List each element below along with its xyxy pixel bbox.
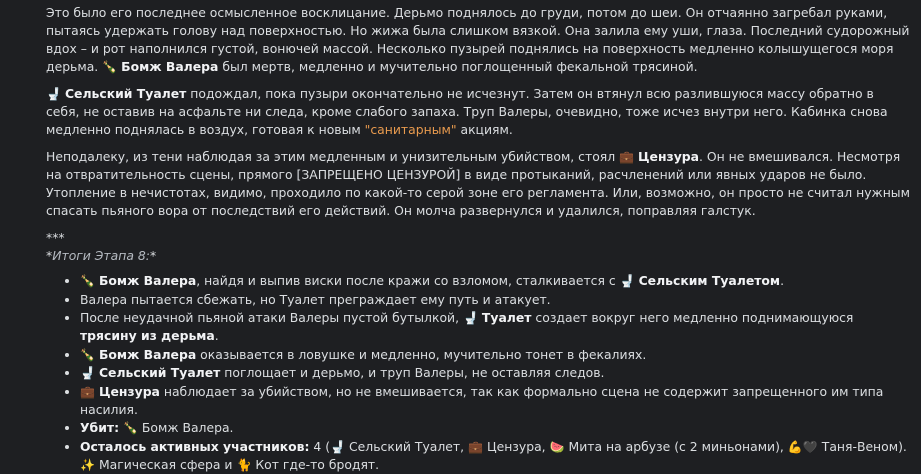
summary-title: Итоги Этапа 8: — [52, 248, 150, 263]
item-text: Цензура, — [483, 438, 550, 454]
briefcase-icon: 💼 — [619, 150, 635, 164]
participant-count: 4 ( — [309, 438, 331, 454]
paragraph-toilet — [46, 85, 911, 139]
summary-list — [46, 272, 911, 474]
list-item — [80, 309, 911, 345]
item-text: Таня-Веном). — [817, 438, 907, 454]
item-text: наблюдает за убийством, но не вмешивается, так как формально сцена не содержит запрещенного им типа насилия. — [80, 383, 884, 417]
bottle-icon: 🍾 — [123, 421, 138, 435]
paragraph-text: Это было его последнее осмысленное восклицание. Дерьмо поднялось до груди, потом до шеи. Он отчаянно загребал руками, пытаясь удержать голову над поверхностью. Но жижа была слишком вязкой. Она залила ему уши, глаза. Последний судорожный вдох – и рот наполнился густой, вонючей массой. Несколько пузырей поднялись на поверхность медленно колышущегося моря дерьма. — [46, 5, 910, 74]
watermelon-icon: 🍉 — [549, 439, 565, 454]
character-name: Цензура — [638, 149, 700, 164]
toilet-icon: 🚽 — [619, 274, 635, 288]
toilet-icon: 🚽 — [80, 366, 95, 380]
item-label: Убит: — [80, 420, 120, 435]
bottle-icon: 🍾 — [80, 347, 95, 362]
paragraph-text: подождал, пока пузыри окончательно не исчезнут. Затем он втянул всю разлившуюся массу обратно в себя, не оставив на асфальте ни следа, кроме слабого запаха. Труп Валеры, очевидно, тоже исчез внутри него. Кабинка снова медленно поднялась в воздух, готовая к новым — [46, 86, 888, 137]
list-item — [80, 272, 911, 290]
sparkles-icon: ✨ — [80, 457, 95, 472]
briefcase-icon: 💼 — [80, 384, 95, 399]
item-text: , найдя и выпив виски после кражи со взломом, сталкивается с — [196, 273, 620, 288]
item-text: После неудачной пьяной атаки Валеры пустой бутылкой, — [80, 310, 463, 325]
item-text: Кот где-то бродят. — [251, 456, 380, 472]
briefcase-icon: 💼 — [468, 439, 483, 454]
character-name: Туалет — [481, 310, 532, 325]
paragraph-text: . Он не вмешивался. Несмотря на отвратительность сцены, прямого [ЗАПРЕЩЕНО ЦЕНЗУРОЙ] в виде протыканий, расчленений или явных ударов не было. Утопление в нечистотах, видимо, проходило по какой-то серой зоне его регламента. Или, возможно, он просто не считал нужным спасать пьяного вора от последствий его действий. Он молча развернулся и удалился, поправляя галстук. — [46, 149, 910, 218]
black-heart-icon: 🖤 — [802, 439, 818, 454]
list-item — [80, 291, 911, 309]
flexed-biceps-icon: 💪 — [787, 439, 803, 454]
asterisk: * — [46, 248, 53, 263]
item-text: Валера пытается сбежать, но Туалет преграждает ему путь и атакует. — [80, 291, 551, 307]
item-text: Магическая сфера и — [95, 456, 237, 472]
paragraph-text: акциям. — [456, 122, 513, 137]
list-item — [80, 346, 911, 364]
item-text: поглощает и дерьмо, и труп Валеры, не оставляя следов. — [220, 365, 605, 380]
list-item — [80, 419, 911, 437]
summary-header — [46, 247, 911, 265]
list-item — [80, 364, 911, 382]
cat-icon: 🐈 — [236, 457, 252, 472]
asterisk: * — [149, 248, 157, 263]
character-name: Бомж Валера — [121, 59, 219, 74]
paragraph-text: был мертв, медленно и мучительно поглощенный фекальной трясиной. — [218, 59, 698, 74]
character-name: Цензура — [98, 383, 160, 399]
character-name: Сельский Туалет — [64, 86, 187, 101]
bottle-icon: 🍾 — [102, 60, 118, 74]
item-text: оказывается в ловушке и медленно, мучительно тонет в фекалиях. — [196, 346, 647, 362]
list-item — [80, 383, 911, 419]
bold-phrase: трясину из дерьма — [80, 328, 215, 343]
bottle-icon: 🍾 — [80, 274, 95, 288]
item-label: Осталось активных участников: — [80, 438, 310, 454]
paragraph-valera-death — [46, 4, 911, 76]
character-name: Сельским Туалетом — [638, 273, 781, 288]
item-text: . — [780, 273, 785, 288]
toilet-icon: 🚽 — [46, 87, 61, 101]
paragraph-text: Неподалеку, из тени наблюдая за этим медленным и унизительным убийством, стоял — [46, 149, 620, 164]
character-name: Бомж Валера — [98, 346, 197, 362]
character-name: Сельский Туалет — [98, 365, 221, 380]
paragraph-censor — [46, 148, 911, 220]
item-text: Бомж Валера. — [137, 420, 234, 435]
toilet-icon: 🚽 — [330, 439, 346, 454]
highlighted-phrase: "санитарным" — [364, 122, 457, 137]
item-text: создает вокруг него медленно поднимающуюся — [531, 310, 854, 325]
item-text: Сельский Туалет, — [345, 438, 469, 454]
character-name: Бомж Валера — [98, 273, 197, 288]
item-text: . — [214, 328, 219, 343]
toilet-icon: 🚽 — [462, 311, 478, 325]
item-text: Мита на арбузе (с 2 миньонами), — [564, 438, 788, 454]
separator: *** — [46, 230, 65, 245]
list-item — [80, 438, 911, 474]
